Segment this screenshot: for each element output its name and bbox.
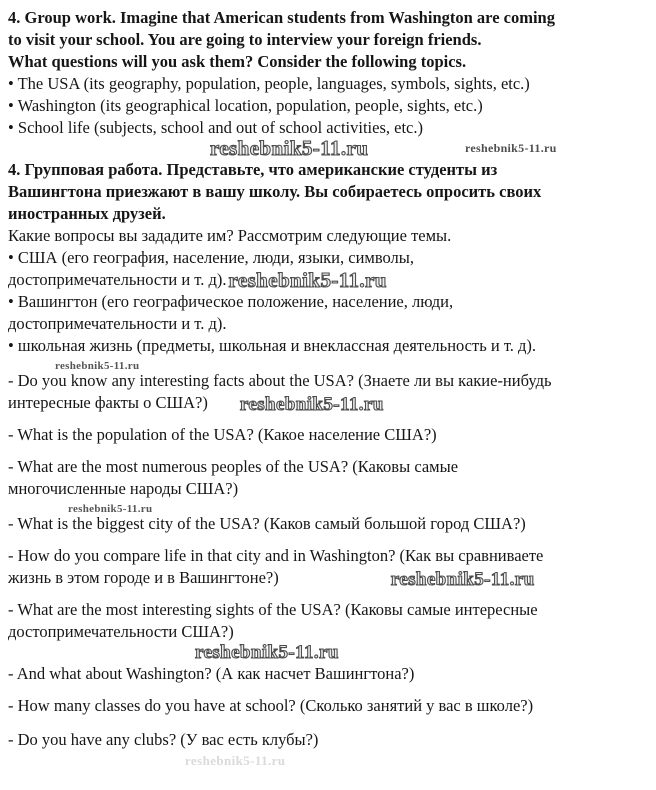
- task-heading-ru-line1: 4. Групповая работа. Представьте, что американские студенты из: [8, 160, 498, 179]
- bullet-en-usa: • The USA (its geography, population, people, languages, symbols, sights, etc.): [8, 74, 530, 93]
- question-biggest-city: - What is the biggest city of the USA? (Каков самый большой город США?): [8, 514, 526, 533]
- watermark: reshebnik5-11.ru: [55, 360, 140, 372]
- question-classes: - How many classes do you have at school? (Сколько занятий у вас в школе?): [8, 696, 534, 715]
- watermark: reshebnik5-11.ru: [195, 642, 339, 663]
- question-facts-line2-text: интересные факты о США?): [8, 393, 208, 412]
- bullet-ru-school-life: • школьная жизнь (предметы, школьная и внеклассная деятельность и т. д).: [8, 336, 537, 355]
- watermark: reshebnik5-11.ru: [210, 136, 369, 160]
- watermark-row: [68, 500, 648, 513]
- question-peoples-line1: - What are the most numerous peoples of the USA? (Каковы самые: [8, 457, 459, 476]
- watermark-row: [55, 357, 648, 370]
- question-compare-line2: [8, 567, 648, 589]
- question-compare-line1: - How do you compare life in that city and in Washington? (Как вы сравниваете: [8, 546, 544, 565]
- watermark-row: [8, 136, 648, 160]
- bullet-ru-washington-line2: достопримечательности и т. д).: [8, 314, 227, 333]
- watermark: reshebnik5-11.ru: [228, 268, 387, 292]
- task-heading-en-line2: to visit your school. You are going to interview your foreign friends.: [8, 30, 482, 49]
- task-heading-en-line3: What questions will you ask them? Consider the following topics.: [8, 52, 467, 71]
- watermark: reshebnik5-11.ru: [239, 394, 384, 415]
- watermark-row: [195, 643, 648, 663]
- bullet-ru-usa-line1: • США (его география, население, люди, языки, символы,: [8, 248, 414, 267]
- bullet-ru-washington-line1: • Вашингтон (его географическое положение, население, люди,: [8, 292, 454, 311]
- watermark: reshebnik5-11.ru: [68, 503, 153, 515]
- bullet-en-school-life: • School life (subjects, school and out of school activities, etc.): [8, 118, 423, 137]
- watermark: reshebnik5-11.ru: [465, 141, 557, 155]
- question-facts-line2: [8, 392, 648, 414]
- question-facts-line1: - Do you know any interesting facts about the USA? (Знаете ли вы какие-нибудь: [8, 371, 552, 390]
- bullet-en-washington: • Washington (its geographical location, population, people, sights, etc.): [8, 96, 483, 115]
- question-clubs: - Do you have any clubs? (У вас есть клубы?): [8, 730, 319, 749]
- task-heading-en-line1: 4. Group work. Imagine that American students from Washington are coming: [8, 8, 555, 27]
- watermark: reshebnik5-11.ru: [390, 569, 535, 590]
- question-about-washington: - And what about Washington? (А как насчет Вашингтона?): [8, 664, 415, 683]
- bullet-ru-usa-line2: [8, 269, 648, 291]
- question-peoples-line2: многочисленные народы США?): [8, 479, 239, 498]
- question-sights-line1: - What are the most interesting sights of the USA? (Каковы самые интересные: [8, 600, 538, 619]
- task-heading-ru-line2: Вашингтона приезжают в вашу школу. Вы собираетесь опросить своих: [8, 182, 542, 201]
- task-heading-ru-line3: иностранных друзей.: [8, 204, 166, 223]
- question-population: - What is the population of the USA? (Какое население США?): [8, 425, 437, 444]
- watermark-row: [185, 753, 648, 769]
- watermark: reshebnik5-11.ru: [185, 753, 286, 768]
- task-intro-ru: Какие вопросы вы зададите им? Рассмотрим следующие темы.: [8, 226, 452, 245]
- question-sights-line2: достопримечательности США?): [8, 622, 234, 641]
- bullet-ru-usa-line2-text: достопримечательности и т. д).: [8, 270, 227, 289]
- question-compare-line2-text: жизнь в этом городе и в Вашингтоне?): [8, 568, 279, 587]
